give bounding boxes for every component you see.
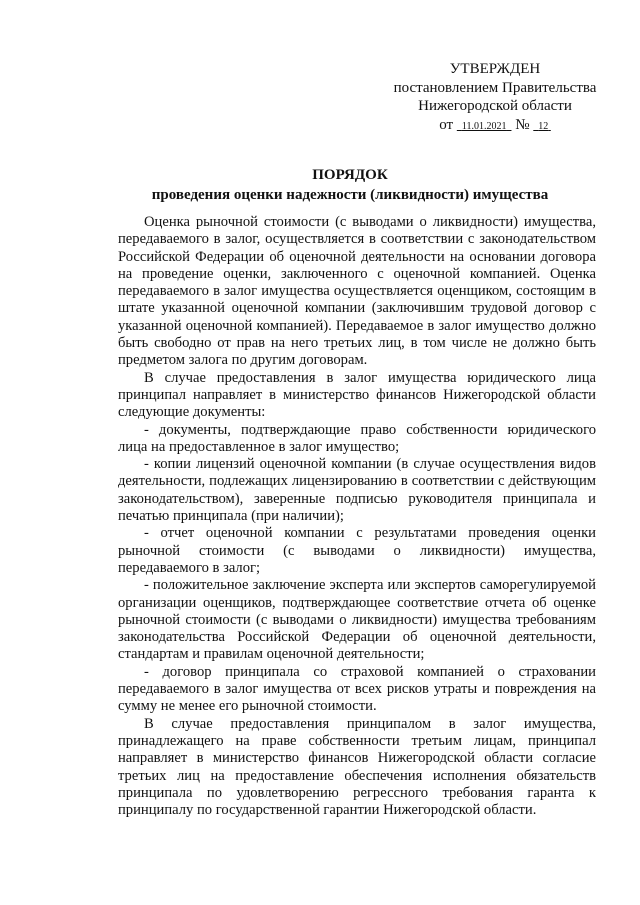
approval-line-2: Нижегородской области — [418, 98, 572, 114]
paragraph: Оценка рыночной стоимости (с выводами о ликвидности) имущества, передаваемого в залог, осуществляется в соответствии с законодательством Российской Федерации об оценочной деятельности на основании договора на проведение оценки, заключенного с оценочной компанией. Оценка передаваемого в залог имущества осуществляется оценщиком, состоящим в штате указанной оценочной компании (заключившим трудовой договор с указанной оценочной компанией). Передаваемое в залог имущество должно быть свободно от прав на него третьих лиц, в том числе не должно быть предметом залога по другим договорам. — [118, 214, 596, 369]
approval-date: 11.01.2021 — [461, 120, 507, 132]
approval-number: 12 — [538, 120, 549, 132]
approval-block — [380, 60, 610, 136]
approval-dateline — [380, 116, 610, 137]
from-label: от — [439, 116, 454, 133]
paragraph: В случае предоставления принципалом в залог имущества, принадлежащего на праве собственности третьим лицам, принципал направляет в министерство финансов Нижегородской области согласие третьих лиц на предоставление обеспечения исполнения обязательств принципала по удовлетворению регрессного требования гаранта к принципалу по государственной гарантии Нижегородской области. — [118, 715, 596, 819]
document-body — [118, 214, 596, 819]
list-item: - документы, подтверждающие право собственности юридического лица на предоставленное в залог имущество; — [118, 421, 596, 455]
approved-label: УТВЕРЖДЕН — [449, 61, 541, 77]
list-item: - копии лицензий оценочной компании (в случае осуществления видов деятельности, подлежащих лицензированию в соответствии с действующим законодательством), заверенные подписью руководителя принципала и печатью принципала (при наличии); — [118, 456, 596, 525]
document-title — [80, 165, 620, 205]
approval-line-1: постановлением Правительства — [393, 79, 597, 96]
list-item: - договор принципала со страховой компанией о страховании передаваемого в залог имущества от всех рисков утраты и повреждения на сумму не менее его рыночной стоимости. — [118, 663, 596, 715]
title-heading: ПОРЯДОК — [312, 167, 388, 183]
paragraph: В случае предоставления в залог имущества юридического лица принципал направляет в министерство финансов Нижегородской области следующие документы: — [118, 369, 596, 421]
list-item: - положительное заключение эксперта или экспертов саморегулируемой организации оценщиков, подтверждающее соответствие отчета об оценке рыночной стоимости (с выводами о ликвидности) имущества требованиям законодательства Российской Федерации об оценочной деятельности, стандартам и правилам оценочной деятельности; — [118, 577, 596, 663]
number-label: № — [515, 116, 530, 133]
title-subheading: проведения оценки надежности (ликвидности) имущества — [151, 187, 549, 203]
list-item: - отчет оценочной компании с результатами проведения оценки рыночной стоимости (с выводами о ликвидности) имущества, передаваемого в залог; — [118, 525, 596, 576]
